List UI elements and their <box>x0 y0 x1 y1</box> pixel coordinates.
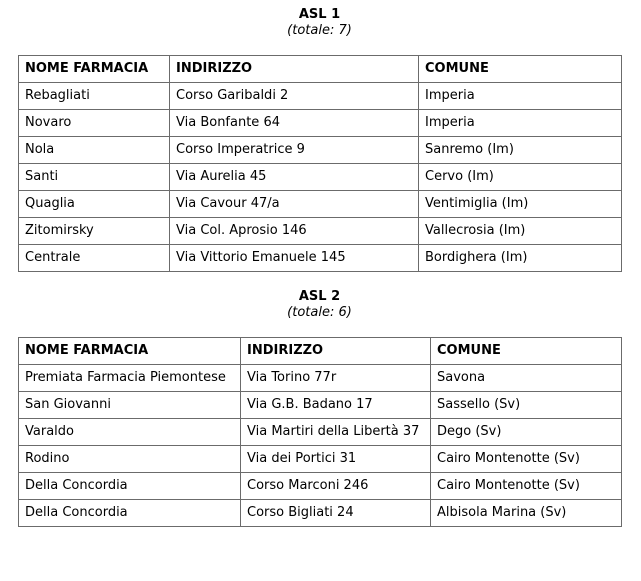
pharmacy-table <box>18 55 622 272</box>
table-cell: Ventimiglia (Im) <box>419 191 622 218</box>
table-cell: San Giovanni <box>19 392 241 419</box>
table-cell: Corso Bigliati 24 <box>241 500 431 527</box>
table-cell: Bordighera (Im) <box>419 245 622 272</box>
asl1-section <box>18 6 621 272</box>
table-cell: Della Concordia <box>19 500 241 527</box>
table-cell: Nola <box>19 137 170 164</box>
column-header: NOME FARMACIA <box>19 56 170 83</box>
table-cell: Della Concordia <box>19 473 241 500</box>
table-cell: Via Aurelia 45 <box>170 164 419 191</box>
table-row <box>19 164 622 191</box>
table-cell: Albisola Marina (Sv) <box>431 500 622 527</box>
pharmacy-table <box>18 337 622 527</box>
table-cell: Via dei Portici 31 <box>241 446 431 473</box>
table-cell: Imperia <box>419 83 622 110</box>
table-cell: Via Cavour 47/a <box>170 191 419 218</box>
table-row <box>19 110 622 137</box>
table-cell: Via Bonfante 64 <box>170 110 419 137</box>
table-cell: Zitomirsky <box>19 218 170 245</box>
table-cell: Via Vittorio Emanuele 145 <box>170 245 419 272</box>
table-cell: Corso Marconi 246 <box>241 473 431 500</box>
table-row <box>19 419 622 446</box>
table-cell: Rebagliati <box>19 83 170 110</box>
table-cell: Sanremo (Im) <box>419 137 622 164</box>
table-cell: Cervo (Im) <box>419 164 622 191</box>
column-header: COMUNE <box>419 56 622 83</box>
section-subtitle: (totale: 7) <box>287 23 352 38</box>
table-row <box>19 191 622 218</box>
table-row <box>19 500 622 527</box>
table-cell: Varaldo <box>19 419 241 446</box>
section-title: ASL 2 <box>298 289 341 304</box>
table-cell: Sassello (Sv) <box>431 392 622 419</box>
table-row <box>19 392 622 419</box>
table-row <box>19 473 622 500</box>
asl2-section <box>18 288 621 527</box>
table-row <box>19 218 622 245</box>
table-row <box>19 83 622 110</box>
table-cell: Centrale <box>19 245 170 272</box>
table-cell: Savona <box>431 365 622 392</box>
table-cell: Rodino <box>19 446 241 473</box>
table-cell: Corso Garibaldi 2 <box>170 83 419 110</box>
column-header: INDIRIZZO <box>241 338 431 365</box>
column-header: INDIRIZZO <box>170 56 419 83</box>
table-cell: Corso Imperatrice 9 <box>170 137 419 164</box>
table-cell: Cairo Montenotte (Sv) <box>431 473 622 500</box>
header-row <box>19 338 622 365</box>
header-row <box>19 56 622 83</box>
table-cell: Santi <box>19 164 170 191</box>
table-cell: Premiata Farmacia Piemontese <box>19 365 241 392</box>
table-cell: Via Col. Aprosio 146 <box>170 218 419 245</box>
table-cell: Via G.B. Badano 17 <box>241 392 431 419</box>
table-cell: Novaro <box>19 110 170 137</box>
table-cell: Cairo Montenotte (Sv) <box>431 446 622 473</box>
section-subtitle: (totale: 6) <box>287 305 352 320</box>
table-row <box>19 446 622 473</box>
section-title: ASL 1 <box>298 7 341 22</box>
table-cell: Vallecrosia (Im) <box>419 218 622 245</box>
table-cell: Via Torino 77r <box>241 365 431 392</box>
table-cell: Dego (Sv) <box>431 419 622 446</box>
table-row <box>19 137 622 164</box>
column-header: NOME FARMACIA <box>19 338 241 365</box>
column-header: COMUNE <box>431 338 622 365</box>
table-cell: Quaglia <box>19 191 170 218</box>
table-cell: Imperia <box>419 110 622 137</box>
table-cell: Via Martiri della Libertà 37 <box>241 419 431 446</box>
table-row <box>19 245 622 272</box>
table-row <box>19 365 622 392</box>
